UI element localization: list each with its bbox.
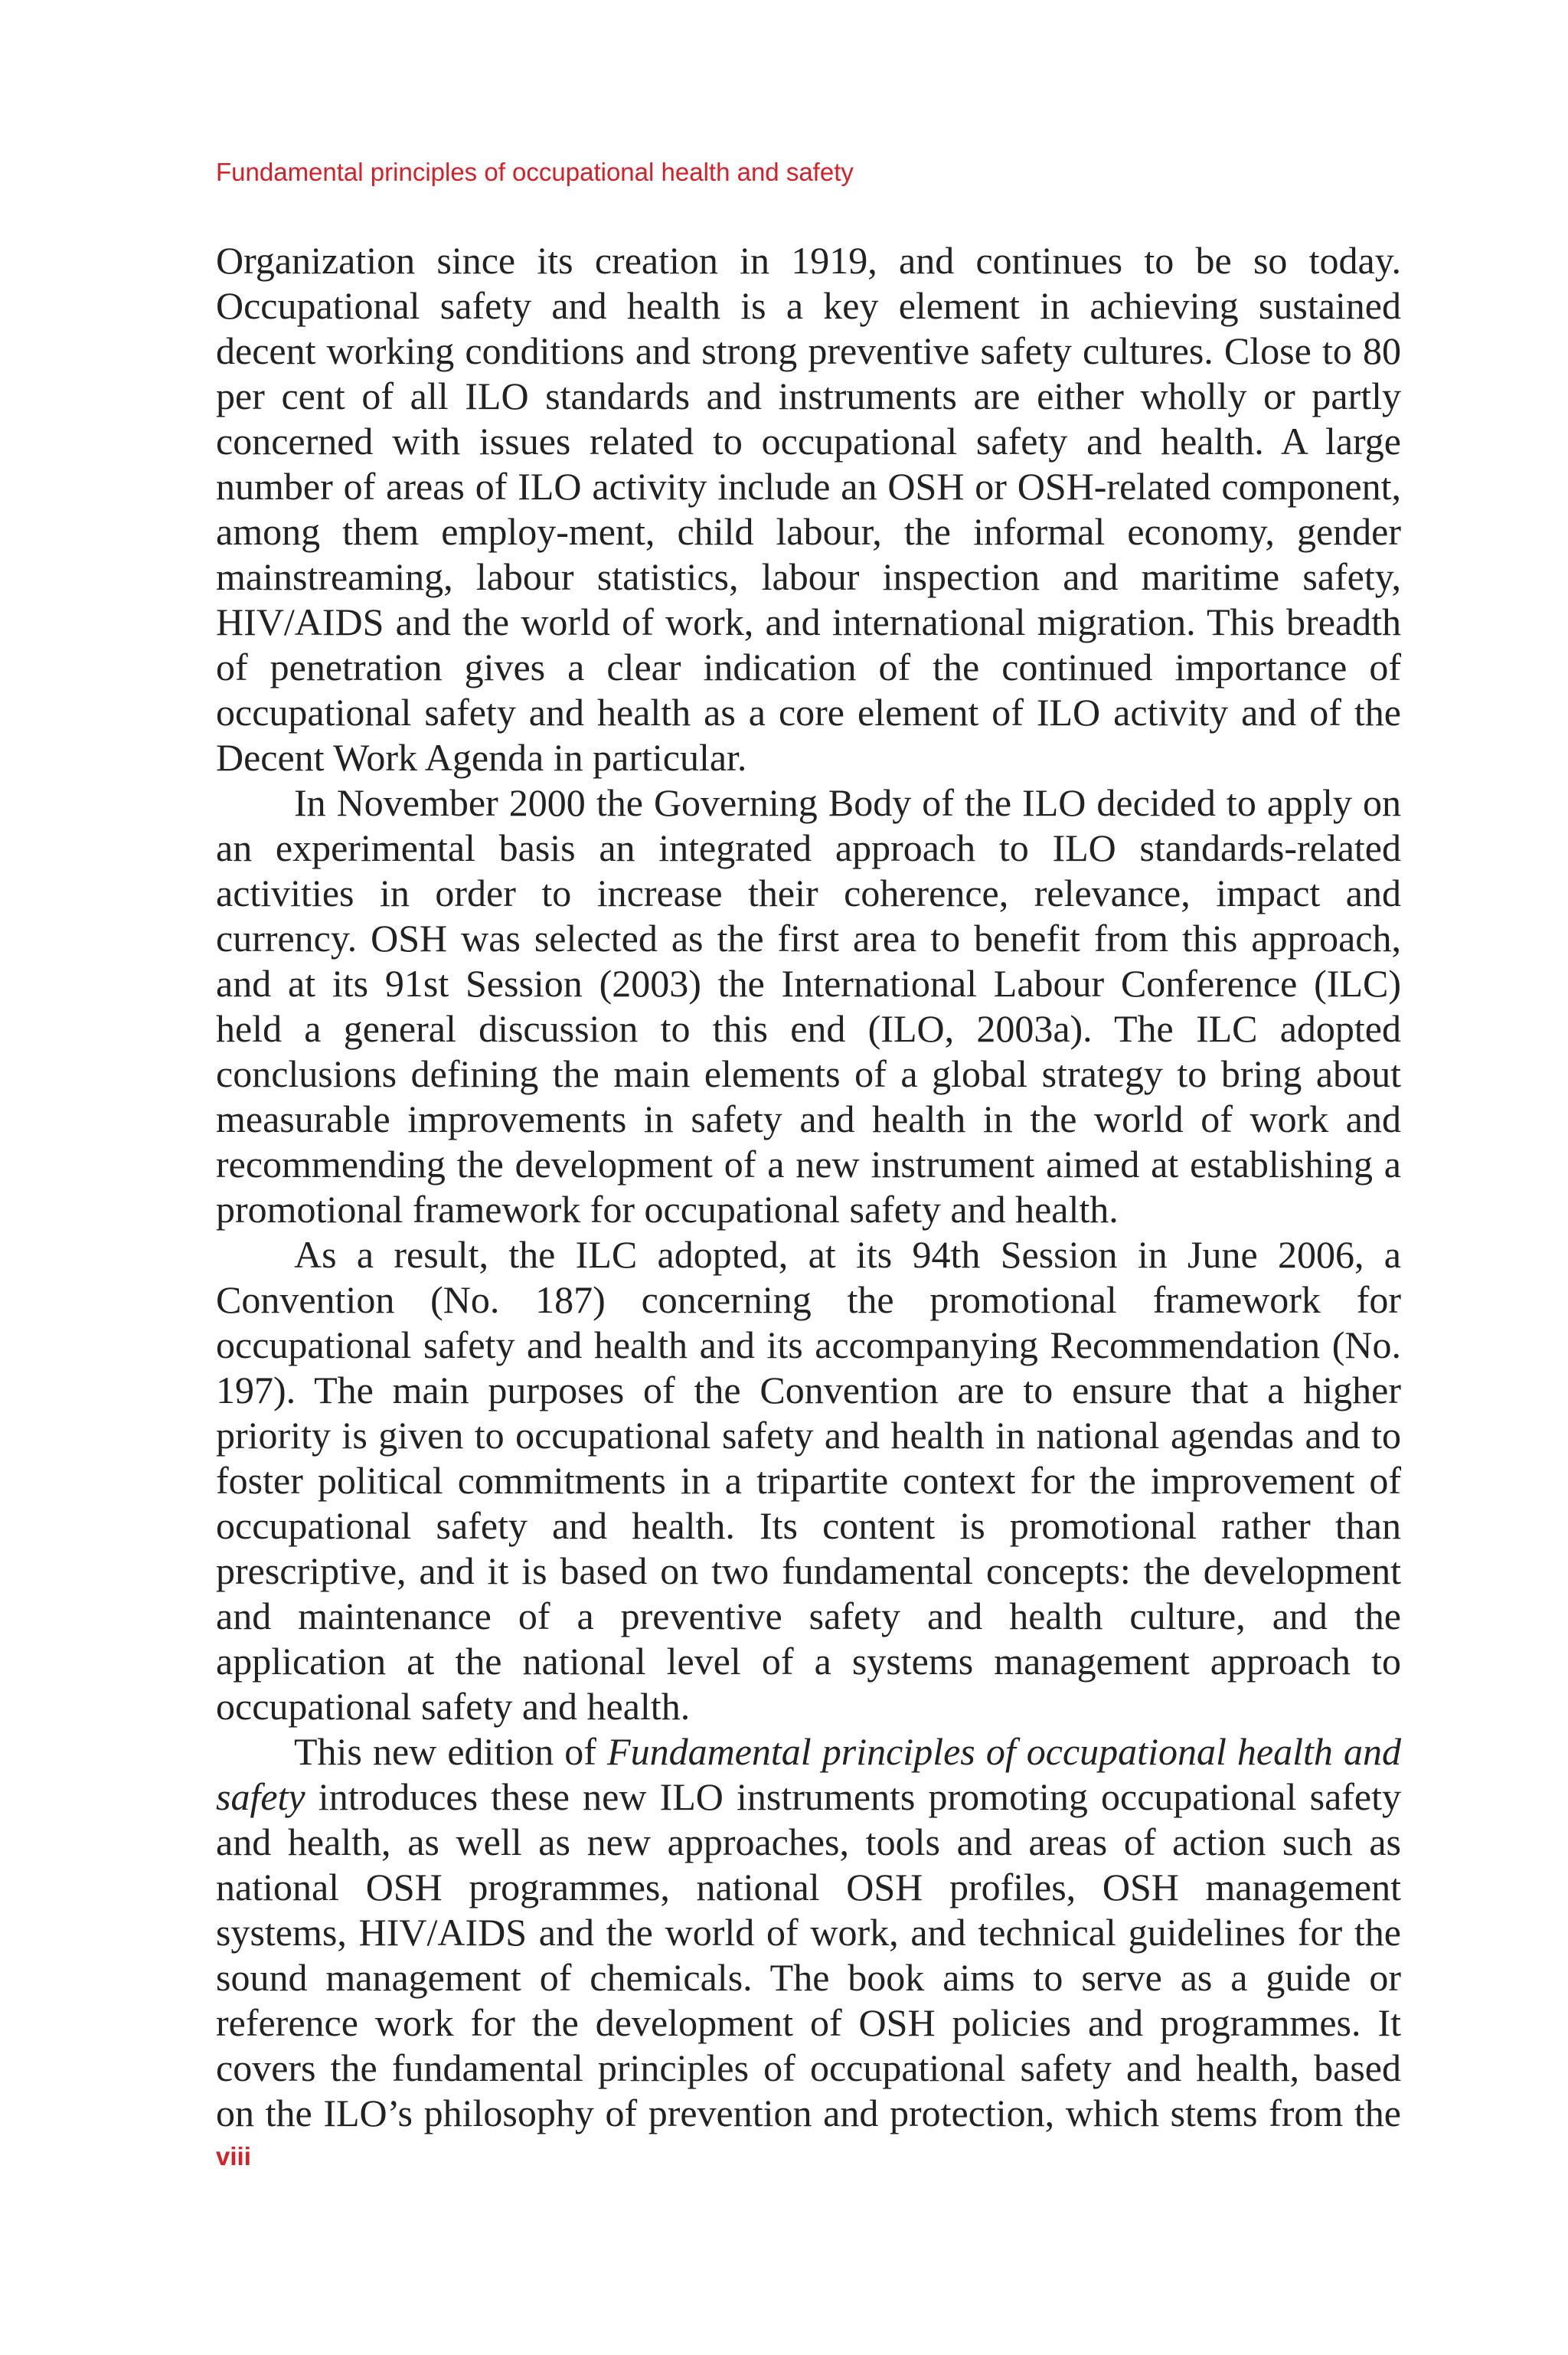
paragraph-4-rest: introduces these new ILO instruments promoting occupational safety and health, as well as new approaches, tools and areas of action such as national OSH programmes, national OSH profiles, OSH management systems, HIV/AIDS and the world of work, and technical guidelines for the sound management of chemicals. The book aims to serve as a guide or reference work for the development of OSH policies and programmes. It covers the fundamental principles of occupational safety and health, based on the ILO’s philosophy of prevention and protection, which stems from the [216,1775,1401,2134]
paragraph-4-lead: This new edition of [294,1730,608,1773]
paragraph-2: In November 2000 the Governing Body of the ILO decided to apply on an experimental basis an integrated approach to ILO standards-related activities in order to increase their coherence, relevance, impact and currency. OSH was selected as the first area to benefit from this approach, and at its 91st Session (2003) the International Labour Conference (ILC) held a general discussion to this end (ILO, 2003a). The ILC adopted conclusions defining the main elements of a global strategy to bring about measurable improvements in safety and health in the world of work and recommending the development of a new instrument aimed at establishing a promotional framework for occupational safety and health. [216,781,1401,1231]
paragraph-4 [216,1729,1401,2136]
paragraph-1: Organization since its creation in 1919, and continues to be so today. Occupational safety and health is a key element in achieving sustained decent working conditions and strong preventive safety cultures. Close to 80 per cent of all ILO standards and instruments are either wholly or partly concerned with issues related to occupational safety and health. A large number of areas of ILO activity include an OSH or OSH-related component, among them employ-ment, child labour, the informal economy, gender mainstreaming, labour statistics, labour inspection and maritime safety, HIV/AIDS and the world of work, and international migration. This breadth of penetration gives a clear indication of the continued importance of occupational safety and health as a core element of ILO activity and of the Decent Work Agenda in particular. [216,239,1401,779]
book-title: Fundamental principles of occupational health and safety [216,1730,1401,1818]
paragraph-3: As a result, the ILC adopted, at its 94th Session in June 2006, a Convention (No. 187) concerning the promotional framework for occupational safety and health and its accompanying Recommendation (No. 197). The main purposes of the Convention are to ensure that a higher priority is given to occupational safety and health in national agendas and to foster political commitments in a tripartite context for the improvement of occupational safety and health. Its content is promotional rather than prescriptive, and it is based on two fundamental concepts: the development and maintenance of a preventive safety and health culture, and the application at the national level of a systems management approach to occupational safety and health. [216,1233,1401,1728]
page-number: viii [216,2142,251,2170]
body-text [216,238,1401,2136]
running-header: Fundamental principles of occupational health and safety [216,158,854,186]
